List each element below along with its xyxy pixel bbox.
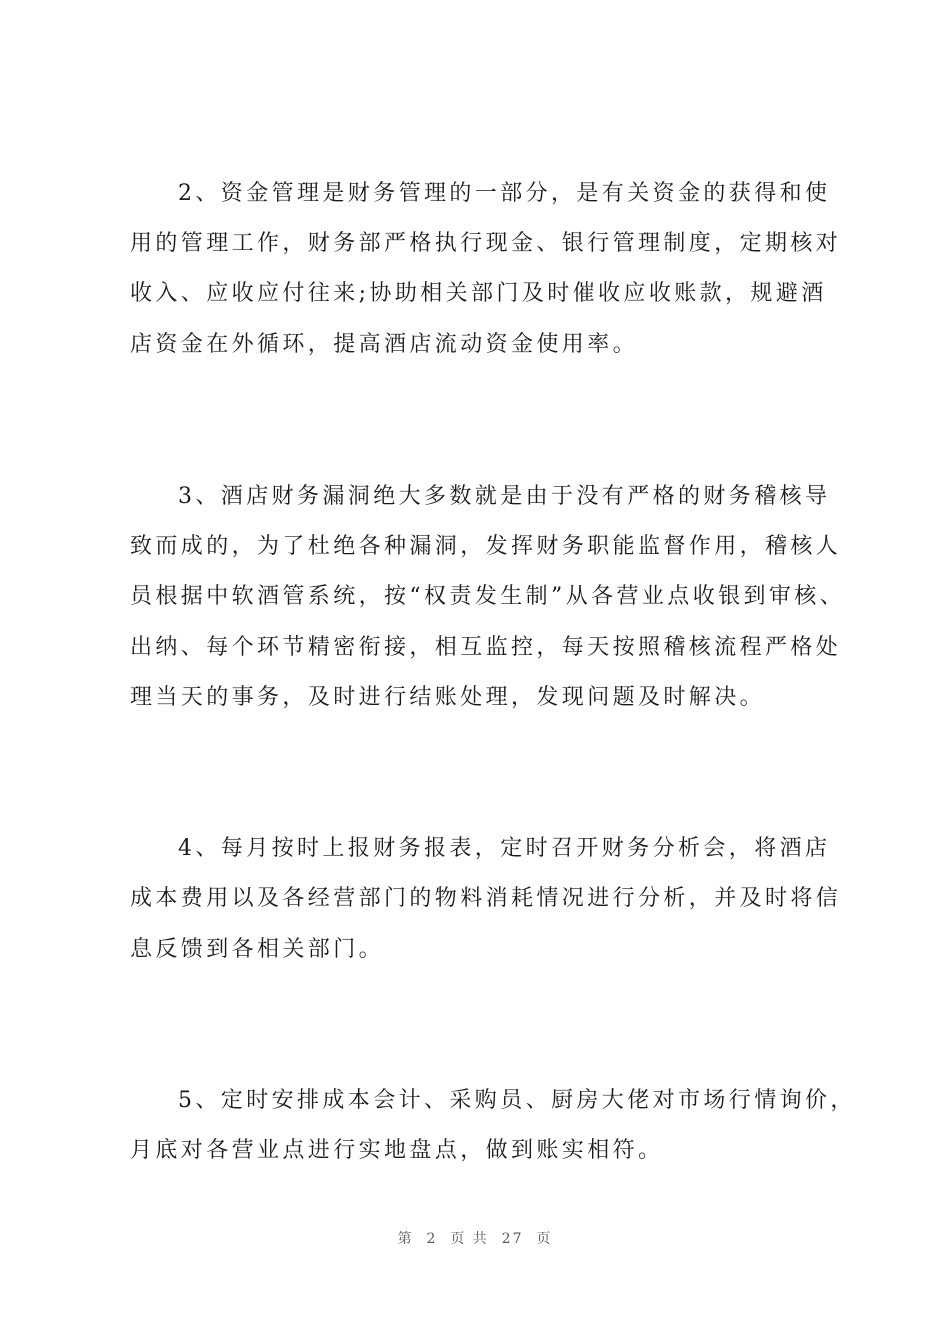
paragraph-4-line-1: 4、每月按时上报财务报表，定时召开财务分析会，将酒店 (178, 836, 831, 861)
paragraph-4-line-2: 成本费用以及各经营部门的物料消耗情况进行分析，并及时将信 (130, 886, 842, 911)
paragraph-2-line-3: 收入、应收应付往来;协助相关部门及时催收应收账款，规避酒 (130, 281, 827, 306)
paragraph-3-line-4: 出纳、每个环节精密衔接，相互监控，每天按照稽核流程严格处 (130, 635, 842, 660)
page-number-footer: 第 2 页 共 27 页 (397, 1231, 553, 1247)
paragraph-4-line-3: 息反馈到各相关部门。 (130, 937, 385, 962)
paragraph-3-line-1: 3、酒店财务漏洞绝大多数就是由于没有严格的财务稽核导 (178, 484, 831, 509)
paragraph-2-line-1: 2、资金管理是财务管理的一部分，是有关资金的获得和使 (178, 181, 831, 206)
paragraph-3-line-3: 员根据中软酒管系统，按“权责发生制”从各营业点收银到审核、 (130, 584, 846, 609)
paragraph-2-line-2: 用的管理工作，财务部严格执行现金、银行管理制度，定期核对 (130, 231, 842, 256)
paragraph-5-line-1: 5、定时安排成本会计、采购员、厨房大佬对市场行情询价， (178, 1088, 856, 1113)
paragraph-3-line-2: 致而成的，为了杜绝各种漏洞，发挥财务职能监督作用，稽核人 (130, 534, 842, 559)
paragraph-5-line-2: 月底对各营业点进行实地盘点，做到账实相符。 (130, 1138, 664, 1163)
paragraph-2-line-4: 店资金在外循环，提高酒店流动资金使用率。 (130, 332, 639, 357)
paragraph-3-line-5: 理当天的事务，及时进行结账处理，发现问题及时解决。 (130, 685, 766, 710)
